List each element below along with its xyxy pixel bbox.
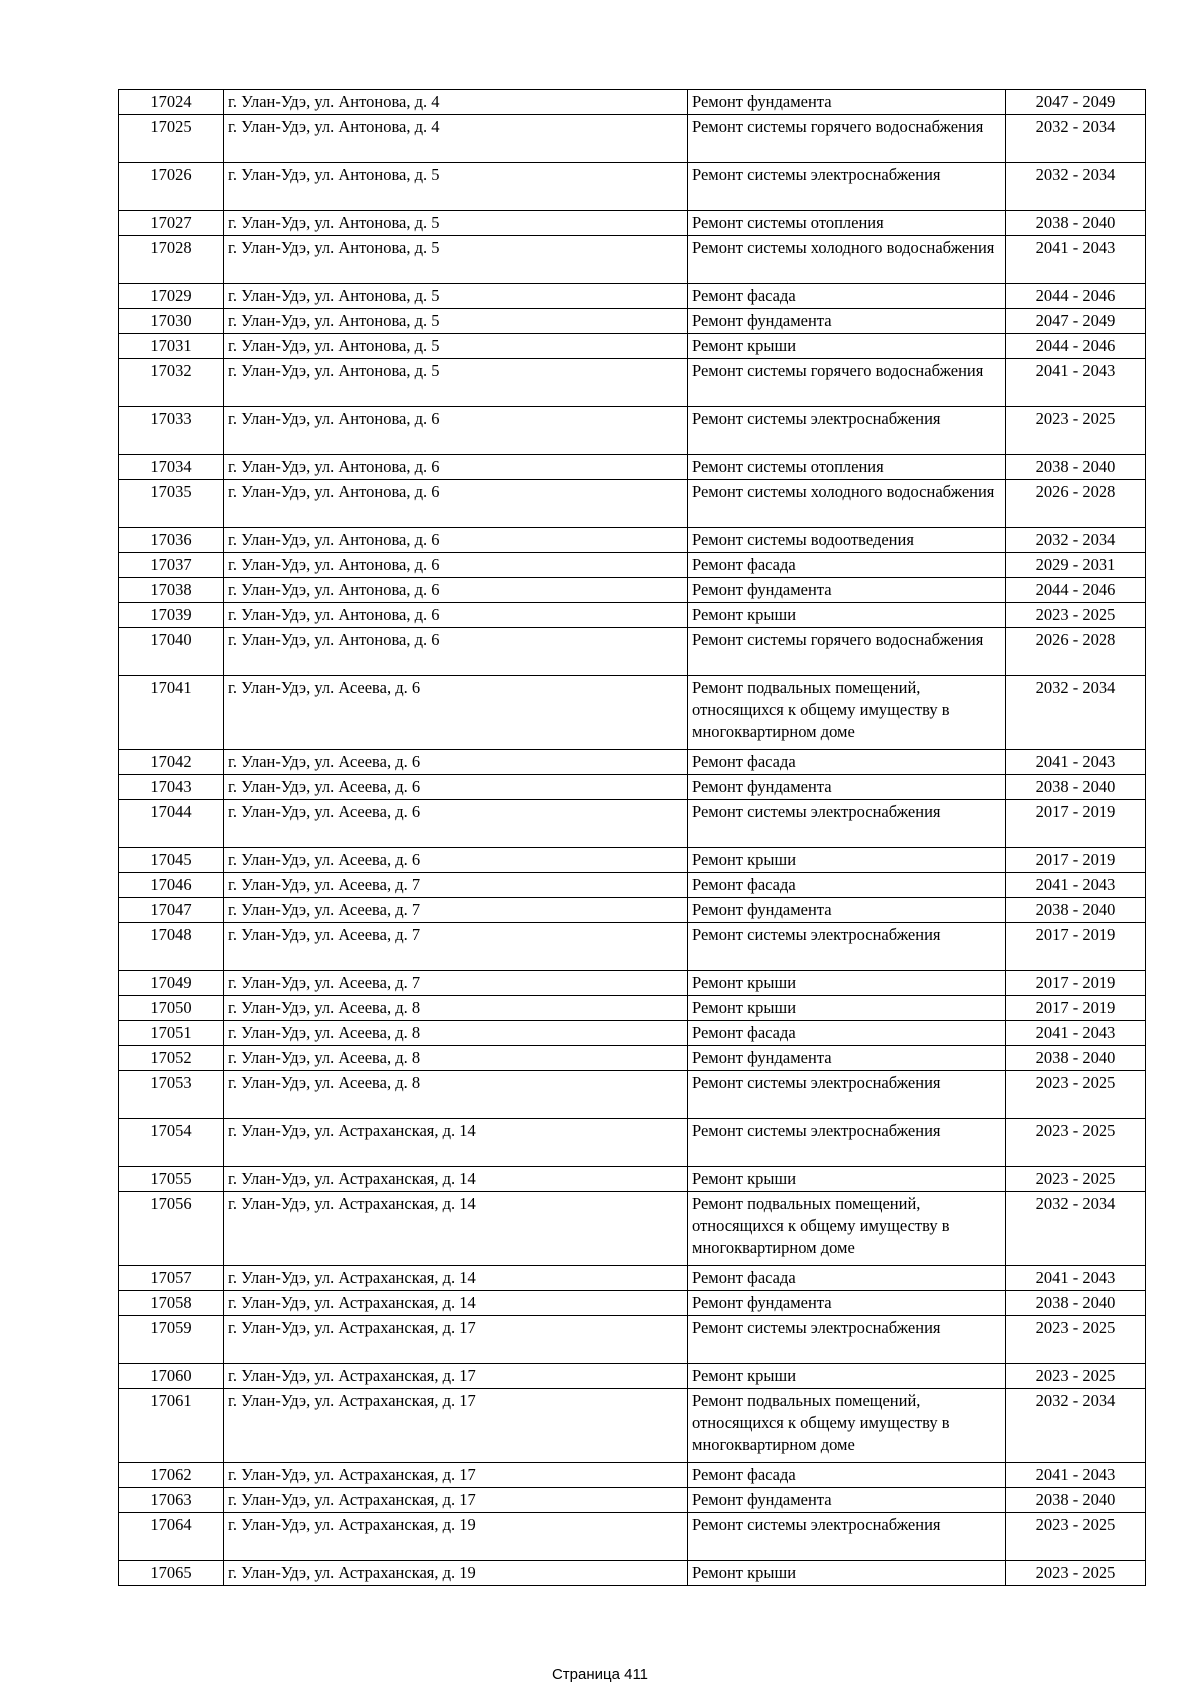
cell-work-type: Ремонт крыши bbox=[688, 1561, 1006, 1586]
table-row bbox=[119, 309, 1146, 334]
table-row bbox=[119, 750, 1146, 775]
cell-period: 2032 - 2034 bbox=[1006, 528, 1146, 553]
cell-work-type: Ремонт фасада bbox=[688, 750, 1006, 775]
cell-address: г. Улан-Удэ, ул. Антонова, д. 6 bbox=[224, 455, 688, 480]
cell-work-type: Ремонт системы водоотведения bbox=[688, 528, 1006, 553]
cell-address: г. Улан-Удэ, ул. Астраханская, д. 14 bbox=[224, 1119, 688, 1167]
cell-address: г. Улан-Удэ, ул. Асеева, д. 7 bbox=[224, 873, 688, 898]
cell-address: г. Улан-Удэ, ул. Антонова, д. 6 bbox=[224, 407, 688, 455]
cell-period: 2032 - 2034 bbox=[1006, 163, 1146, 211]
cell-period: 2032 - 2034 bbox=[1006, 1389, 1146, 1463]
table-row bbox=[119, 1488, 1146, 1513]
table-row bbox=[119, 284, 1146, 309]
cell-id: 17041 bbox=[119, 676, 224, 750]
table-body bbox=[119, 90, 1146, 1586]
cell-period: 2038 - 2040 bbox=[1006, 211, 1146, 236]
cell-work-type: Ремонт системы электроснабжения bbox=[688, 800, 1006, 848]
cell-address: г. Улан-Удэ, ул. Асеева, д. 7 bbox=[224, 923, 688, 971]
cell-address: г. Улан-Удэ, ул. Антонова, д. 6 bbox=[224, 480, 688, 528]
cell-address: г. Улан-Удэ, ул. Асеева, д. 8 bbox=[224, 1071, 688, 1119]
cell-period: 2047 - 2049 bbox=[1006, 90, 1146, 115]
table-row bbox=[119, 971, 1146, 996]
cell-period: 2041 - 2043 bbox=[1006, 359, 1146, 407]
cell-work-type: Ремонт крыши bbox=[688, 848, 1006, 873]
cell-address: г. Улан-Удэ, ул. Асеева, д. 6 bbox=[224, 775, 688, 800]
cell-period: 2017 - 2019 bbox=[1006, 996, 1146, 1021]
cell-work-type: Ремонт системы электроснабжения bbox=[688, 1513, 1006, 1561]
repair-schedule-table bbox=[118, 89, 1146, 1586]
table-row bbox=[119, 1389, 1146, 1463]
cell-id: 17051 bbox=[119, 1021, 224, 1046]
cell-address: г. Улан-Удэ, ул. Астраханская, д. 17 bbox=[224, 1364, 688, 1389]
cell-period: 2032 - 2034 bbox=[1006, 676, 1146, 750]
table-row bbox=[119, 800, 1146, 848]
cell-period: 2041 - 2043 bbox=[1006, 1463, 1146, 1488]
cell-work-type: Ремонт системы электроснабжения bbox=[688, 163, 1006, 211]
cell-work-type: Ремонт системы электроснабжения bbox=[688, 1316, 1006, 1364]
cell-period: 2041 - 2043 bbox=[1006, 1266, 1146, 1291]
cell-work-type: Ремонт крыши bbox=[688, 603, 1006, 628]
cell-id: 17044 bbox=[119, 800, 224, 848]
cell-work-type: Ремонт фундамента bbox=[688, 1488, 1006, 1513]
cell-id: 17026 bbox=[119, 163, 224, 211]
cell-period: 2044 - 2046 bbox=[1006, 334, 1146, 359]
cell-period: 2017 - 2019 bbox=[1006, 800, 1146, 848]
cell-id: 17047 bbox=[119, 898, 224, 923]
cell-work-type: Ремонт системы холодного водоснабжения bbox=[688, 236, 1006, 284]
cell-period: 2023 - 2025 bbox=[1006, 1071, 1146, 1119]
cell-period: 2017 - 2019 bbox=[1006, 848, 1146, 873]
cell-id: 17065 bbox=[119, 1561, 224, 1586]
cell-id: 17060 bbox=[119, 1364, 224, 1389]
cell-work-type: Ремонт системы отопления bbox=[688, 211, 1006, 236]
table-row bbox=[119, 236, 1146, 284]
cell-address: г. Улан-Удэ, ул. Астраханская, д. 14 bbox=[224, 1266, 688, 1291]
cell-period: 2023 - 2025 bbox=[1006, 1513, 1146, 1561]
table-row bbox=[119, 676, 1146, 750]
cell-id: 17043 bbox=[119, 775, 224, 800]
table-row bbox=[119, 1021, 1146, 1046]
cell-period: 2023 - 2025 bbox=[1006, 1561, 1146, 1586]
table-row bbox=[119, 211, 1146, 236]
cell-id: 17064 bbox=[119, 1513, 224, 1561]
table-row bbox=[119, 898, 1146, 923]
cell-period: 2026 - 2028 bbox=[1006, 628, 1146, 676]
cell-id: 17032 bbox=[119, 359, 224, 407]
cell-address: г. Улан-Удэ, ул. Асеева, д. 6 bbox=[224, 676, 688, 750]
table-row bbox=[119, 90, 1146, 115]
cell-id: 17024 bbox=[119, 90, 224, 115]
cell-period: 2044 - 2046 bbox=[1006, 578, 1146, 603]
cell-work-type: Ремонт системы горячего водоснабжения bbox=[688, 359, 1006, 407]
table-row bbox=[119, 553, 1146, 578]
cell-id: 17027 bbox=[119, 211, 224, 236]
cell-id: 17045 bbox=[119, 848, 224, 873]
cell-id: 17030 bbox=[119, 309, 224, 334]
cell-period: 2041 - 2043 bbox=[1006, 1021, 1146, 1046]
cell-work-type: Ремонт фасада bbox=[688, 1021, 1006, 1046]
cell-work-type: Ремонт системы горячего водоснабжения bbox=[688, 115, 1006, 163]
cell-work-type: Ремонт фасада bbox=[688, 284, 1006, 309]
cell-address: г. Улан-Удэ, ул. Астраханская, д. 19 bbox=[224, 1513, 688, 1561]
cell-work-type: Ремонт фундамента bbox=[688, 1046, 1006, 1071]
cell-id: 17031 bbox=[119, 334, 224, 359]
cell-id: 17048 bbox=[119, 923, 224, 971]
cell-id: 17038 bbox=[119, 578, 224, 603]
page-number: Страница 411 bbox=[551, 1666, 649, 1683]
table-row bbox=[119, 848, 1146, 873]
cell-period: 2047 - 2049 bbox=[1006, 309, 1146, 334]
cell-period: 2038 - 2040 bbox=[1006, 1488, 1146, 1513]
cell-id: 17055 bbox=[119, 1167, 224, 1192]
cell-period: 2023 - 2025 bbox=[1006, 407, 1146, 455]
cell-work-type: Ремонт фасада bbox=[688, 553, 1006, 578]
cell-address: г. Улан-Удэ, ул. Антонова, д. 6 bbox=[224, 553, 688, 578]
cell-address: г. Улан-Удэ, ул. Асеева, д. 7 bbox=[224, 898, 688, 923]
table-row bbox=[119, 1364, 1146, 1389]
cell-address: г. Улан-Удэ, ул. Асеева, д. 6 bbox=[224, 848, 688, 873]
table-row bbox=[119, 603, 1146, 628]
cell-address: г. Улан-Удэ, ул. Антонова, д. 5 bbox=[224, 211, 688, 236]
cell-work-type: Ремонт системы электроснабжения bbox=[688, 407, 1006, 455]
cell-period: 2041 - 2043 bbox=[1006, 236, 1146, 284]
table-row bbox=[119, 1192, 1146, 1266]
cell-period: 2041 - 2043 bbox=[1006, 873, 1146, 898]
cell-id: 17057 bbox=[119, 1266, 224, 1291]
cell-address: г. Улан-Удэ, ул. Антонова, д. 6 bbox=[224, 603, 688, 628]
cell-work-type: Ремонт фундамента bbox=[688, 898, 1006, 923]
cell-address: г. Улан-Удэ, ул. Астраханская, д. 17 bbox=[224, 1488, 688, 1513]
cell-work-type: Ремонт фасада bbox=[688, 1266, 1006, 1291]
cell-address: г. Улан-Удэ, ул. Астраханская, д. 17 bbox=[224, 1316, 688, 1364]
cell-period: 2032 - 2034 bbox=[1006, 1192, 1146, 1266]
cell-address: г. Улан-Удэ, ул. Антонова, д. 6 bbox=[224, 628, 688, 676]
cell-id: 17042 bbox=[119, 750, 224, 775]
cell-id: 17050 bbox=[119, 996, 224, 1021]
cell-work-type: Ремонт системы отопления bbox=[688, 455, 1006, 480]
cell-work-type: Ремонт подвальных помещений, относящихся к общему имуществу в многоквартирном доме bbox=[688, 1192, 1006, 1266]
cell-id: 17063 bbox=[119, 1488, 224, 1513]
cell-address: г. Улан-Удэ, ул. Антонова, д. 5 bbox=[224, 359, 688, 407]
table-row bbox=[119, 1119, 1146, 1167]
cell-period: 2041 - 2043 bbox=[1006, 750, 1146, 775]
cell-work-type: Ремонт фундамента bbox=[688, 1291, 1006, 1316]
cell-address: г. Улан-Удэ, ул. Асеева, д. 6 bbox=[224, 800, 688, 848]
cell-address: г. Улан-Удэ, ул. Астраханская, д. 14 bbox=[224, 1167, 688, 1192]
cell-work-type: Ремонт подвальных помещений, относящихся к общему имуществу в многоквартирном доме bbox=[688, 1389, 1006, 1463]
table-row bbox=[119, 480, 1146, 528]
table-row bbox=[119, 1167, 1146, 1192]
table-row bbox=[119, 528, 1146, 553]
cell-work-type: Ремонт фасада bbox=[688, 1463, 1006, 1488]
cell-address: г. Улан-Удэ, ул. Астраханская, д. 17 bbox=[224, 1389, 688, 1463]
cell-period: 2038 - 2040 bbox=[1006, 775, 1146, 800]
cell-work-type: Ремонт системы холодного водоснабжения bbox=[688, 480, 1006, 528]
cell-period: 2023 - 2025 bbox=[1006, 603, 1146, 628]
cell-address: г. Улан-Удэ, ул. Антонова, д. 5 bbox=[224, 163, 688, 211]
table-row bbox=[119, 628, 1146, 676]
cell-work-type: Ремонт системы электроснабжения bbox=[688, 923, 1006, 971]
cell-period: 2038 - 2040 bbox=[1006, 898, 1146, 923]
table-row bbox=[119, 873, 1146, 898]
cell-id: 17054 bbox=[119, 1119, 224, 1167]
cell-address: г. Улан-Удэ, ул. Асеева, д. 6 bbox=[224, 750, 688, 775]
cell-period: 2023 - 2025 bbox=[1006, 1167, 1146, 1192]
cell-id: 17059 bbox=[119, 1316, 224, 1364]
cell-id: 17036 bbox=[119, 528, 224, 553]
cell-work-type: Ремонт фундамента bbox=[688, 775, 1006, 800]
cell-work-type: Ремонт крыши bbox=[688, 971, 1006, 996]
cell-address: г. Улан-Удэ, ул. Астраханская, д. 14 bbox=[224, 1192, 688, 1266]
cell-period: 2023 - 2025 bbox=[1006, 1316, 1146, 1364]
cell-address: г. Улан-Удэ, ул. Антонова, д. 5 bbox=[224, 284, 688, 309]
cell-id: 17053 bbox=[119, 1071, 224, 1119]
table-row bbox=[119, 1316, 1146, 1364]
cell-id: 17034 bbox=[119, 455, 224, 480]
cell-address: г. Улан-Удэ, ул. Антонова, д. 6 bbox=[224, 578, 688, 603]
table-row bbox=[119, 775, 1146, 800]
cell-address: г. Улан-Удэ, ул. Асеева, д. 8 bbox=[224, 1046, 688, 1071]
cell-id: 17040 bbox=[119, 628, 224, 676]
cell-work-type: Ремонт крыши bbox=[688, 1364, 1006, 1389]
cell-period: 2044 - 2046 bbox=[1006, 284, 1146, 309]
cell-work-type: Ремонт фасада bbox=[688, 873, 1006, 898]
table-row bbox=[119, 923, 1146, 971]
table-row bbox=[119, 1291, 1146, 1316]
cell-id: 17029 bbox=[119, 284, 224, 309]
cell-period: 2029 - 2031 bbox=[1006, 553, 1146, 578]
table-row bbox=[119, 455, 1146, 480]
cell-address: г. Улан-Удэ, ул. Антонова, д. 5 bbox=[224, 309, 688, 334]
table-row bbox=[119, 407, 1146, 455]
cell-period: 2023 - 2025 bbox=[1006, 1119, 1146, 1167]
cell-work-type: Ремонт фундамента bbox=[688, 578, 1006, 603]
table-row bbox=[119, 1463, 1146, 1488]
cell-period: 2017 - 2019 bbox=[1006, 971, 1146, 996]
cell-address: г. Улан-Удэ, ул. Асеева, д. 8 bbox=[224, 996, 688, 1021]
cell-id: 17028 bbox=[119, 236, 224, 284]
cell-address: г. Улан-Удэ, ул. Антонова, д. 4 bbox=[224, 115, 688, 163]
cell-work-type: Ремонт крыши bbox=[688, 1167, 1006, 1192]
cell-period: 2038 - 2040 bbox=[1006, 1291, 1146, 1316]
cell-address: г. Улан-Удэ, ул. Астраханская, д. 17 bbox=[224, 1463, 688, 1488]
cell-address: г. Улан-Удэ, ул. Антонова, д. 4 bbox=[224, 90, 688, 115]
table-row bbox=[119, 115, 1146, 163]
table-row bbox=[119, 1513, 1146, 1561]
table-row bbox=[119, 996, 1146, 1021]
table-row bbox=[119, 1046, 1146, 1071]
cell-id: 17033 bbox=[119, 407, 224, 455]
cell-work-type: Ремонт системы горячего водоснабжения bbox=[688, 628, 1006, 676]
table-row bbox=[119, 334, 1146, 359]
cell-period: 2023 - 2025 bbox=[1006, 1364, 1146, 1389]
cell-address: г. Улан-Удэ, ул. Асеева, д. 7 bbox=[224, 971, 688, 996]
cell-id: 17052 bbox=[119, 1046, 224, 1071]
table-row bbox=[119, 578, 1146, 603]
cell-address: г. Улан-Удэ, ул. Астраханская, д. 19 bbox=[224, 1561, 688, 1586]
cell-id: 17037 bbox=[119, 553, 224, 578]
cell-work-type: Ремонт крыши bbox=[688, 996, 1006, 1021]
cell-id: 17061 bbox=[119, 1389, 224, 1463]
cell-work-type: Ремонт системы электроснабжения bbox=[688, 1071, 1006, 1119]
cell-period: 2017 - 2019 bbox=[1006, 923, 1146, 971]
cell-address: г. Улан-Удэ, ул. Асеева, д. 8 bbox=[224, 1021, 688, 1046]
cell-work-type: Ремонт фундамента bbox=[688, 90, 1006, 115]
cell-period: 2038 - 2040 bbox=[1006, 455, 1146, 480]
cell-address: г. Улан-Удэ, ул. Антонова, д. 5 bbox=[224, 334, 688, 359]
cell-id: 17056 bbox=[119, 1192, 224, 1266]
table-row bbox=[119, 1266, 1146, 1291]
cell-id: 17025 bbox=[119, 115, 224, 163]
cell-id: 17046 bbox=[119, 873, 224, 898]
cell-address: г. Улан-Удэ, ул. Астраханская, д. 14 bbox=[224, 1291, 688, 1316]
cell-address: г. Улан-Удэ, ул. Антонова, д. 5 bbox=[224, 236, 688, 284]
cell-id: 17049 bbox=[119, 971, 224, 996]
cell-id: 17062 bbox=[119, 1463, 224, 1488]
cell-period: 2032 - 2034 bbox=[1006, 115, 1146, 163]
table-row bbox=[119, 1561, 1146, 1586]
table-row bbox=[119, 163, 1146, 211]
cell-work-type: Ремонт фундамента bbox=[688, 309, 1006, 334]
cell-work-type: Ремонт крыши bbox=[688, 334, 1006, 359]
cell-period: 2038 - 2040 bbox=[1006, 1046, 1146, 1071]
cell-period: 2026 - 2028 bbox=[1006, 480, 1146, 528]
table-row bbox=[119, 359, 1146, 407]
cell-id: 17058 bbox=[119, 1291, 224, 1316]
cell-work-type: Ремонт подвальных помещений, относящихся к общему имуществу в многоквартирном доме bbox=[688, 676, 1006, 750]
cell-id: 17039 bbox=[119, 603, 224, 628]
cell-address: г. Улан-Удэ, ул. Антонова, д. 6 bbox=[224, 528, 688, 553]
table-row bbox=[119, 1071, 1146, 1119]
cell-work-type: Ремонт системы электроснабжения bbox=[688, 1119, 1006, 1167]
cell-id: 17035 bbox=[119, 480, 224, 528]
